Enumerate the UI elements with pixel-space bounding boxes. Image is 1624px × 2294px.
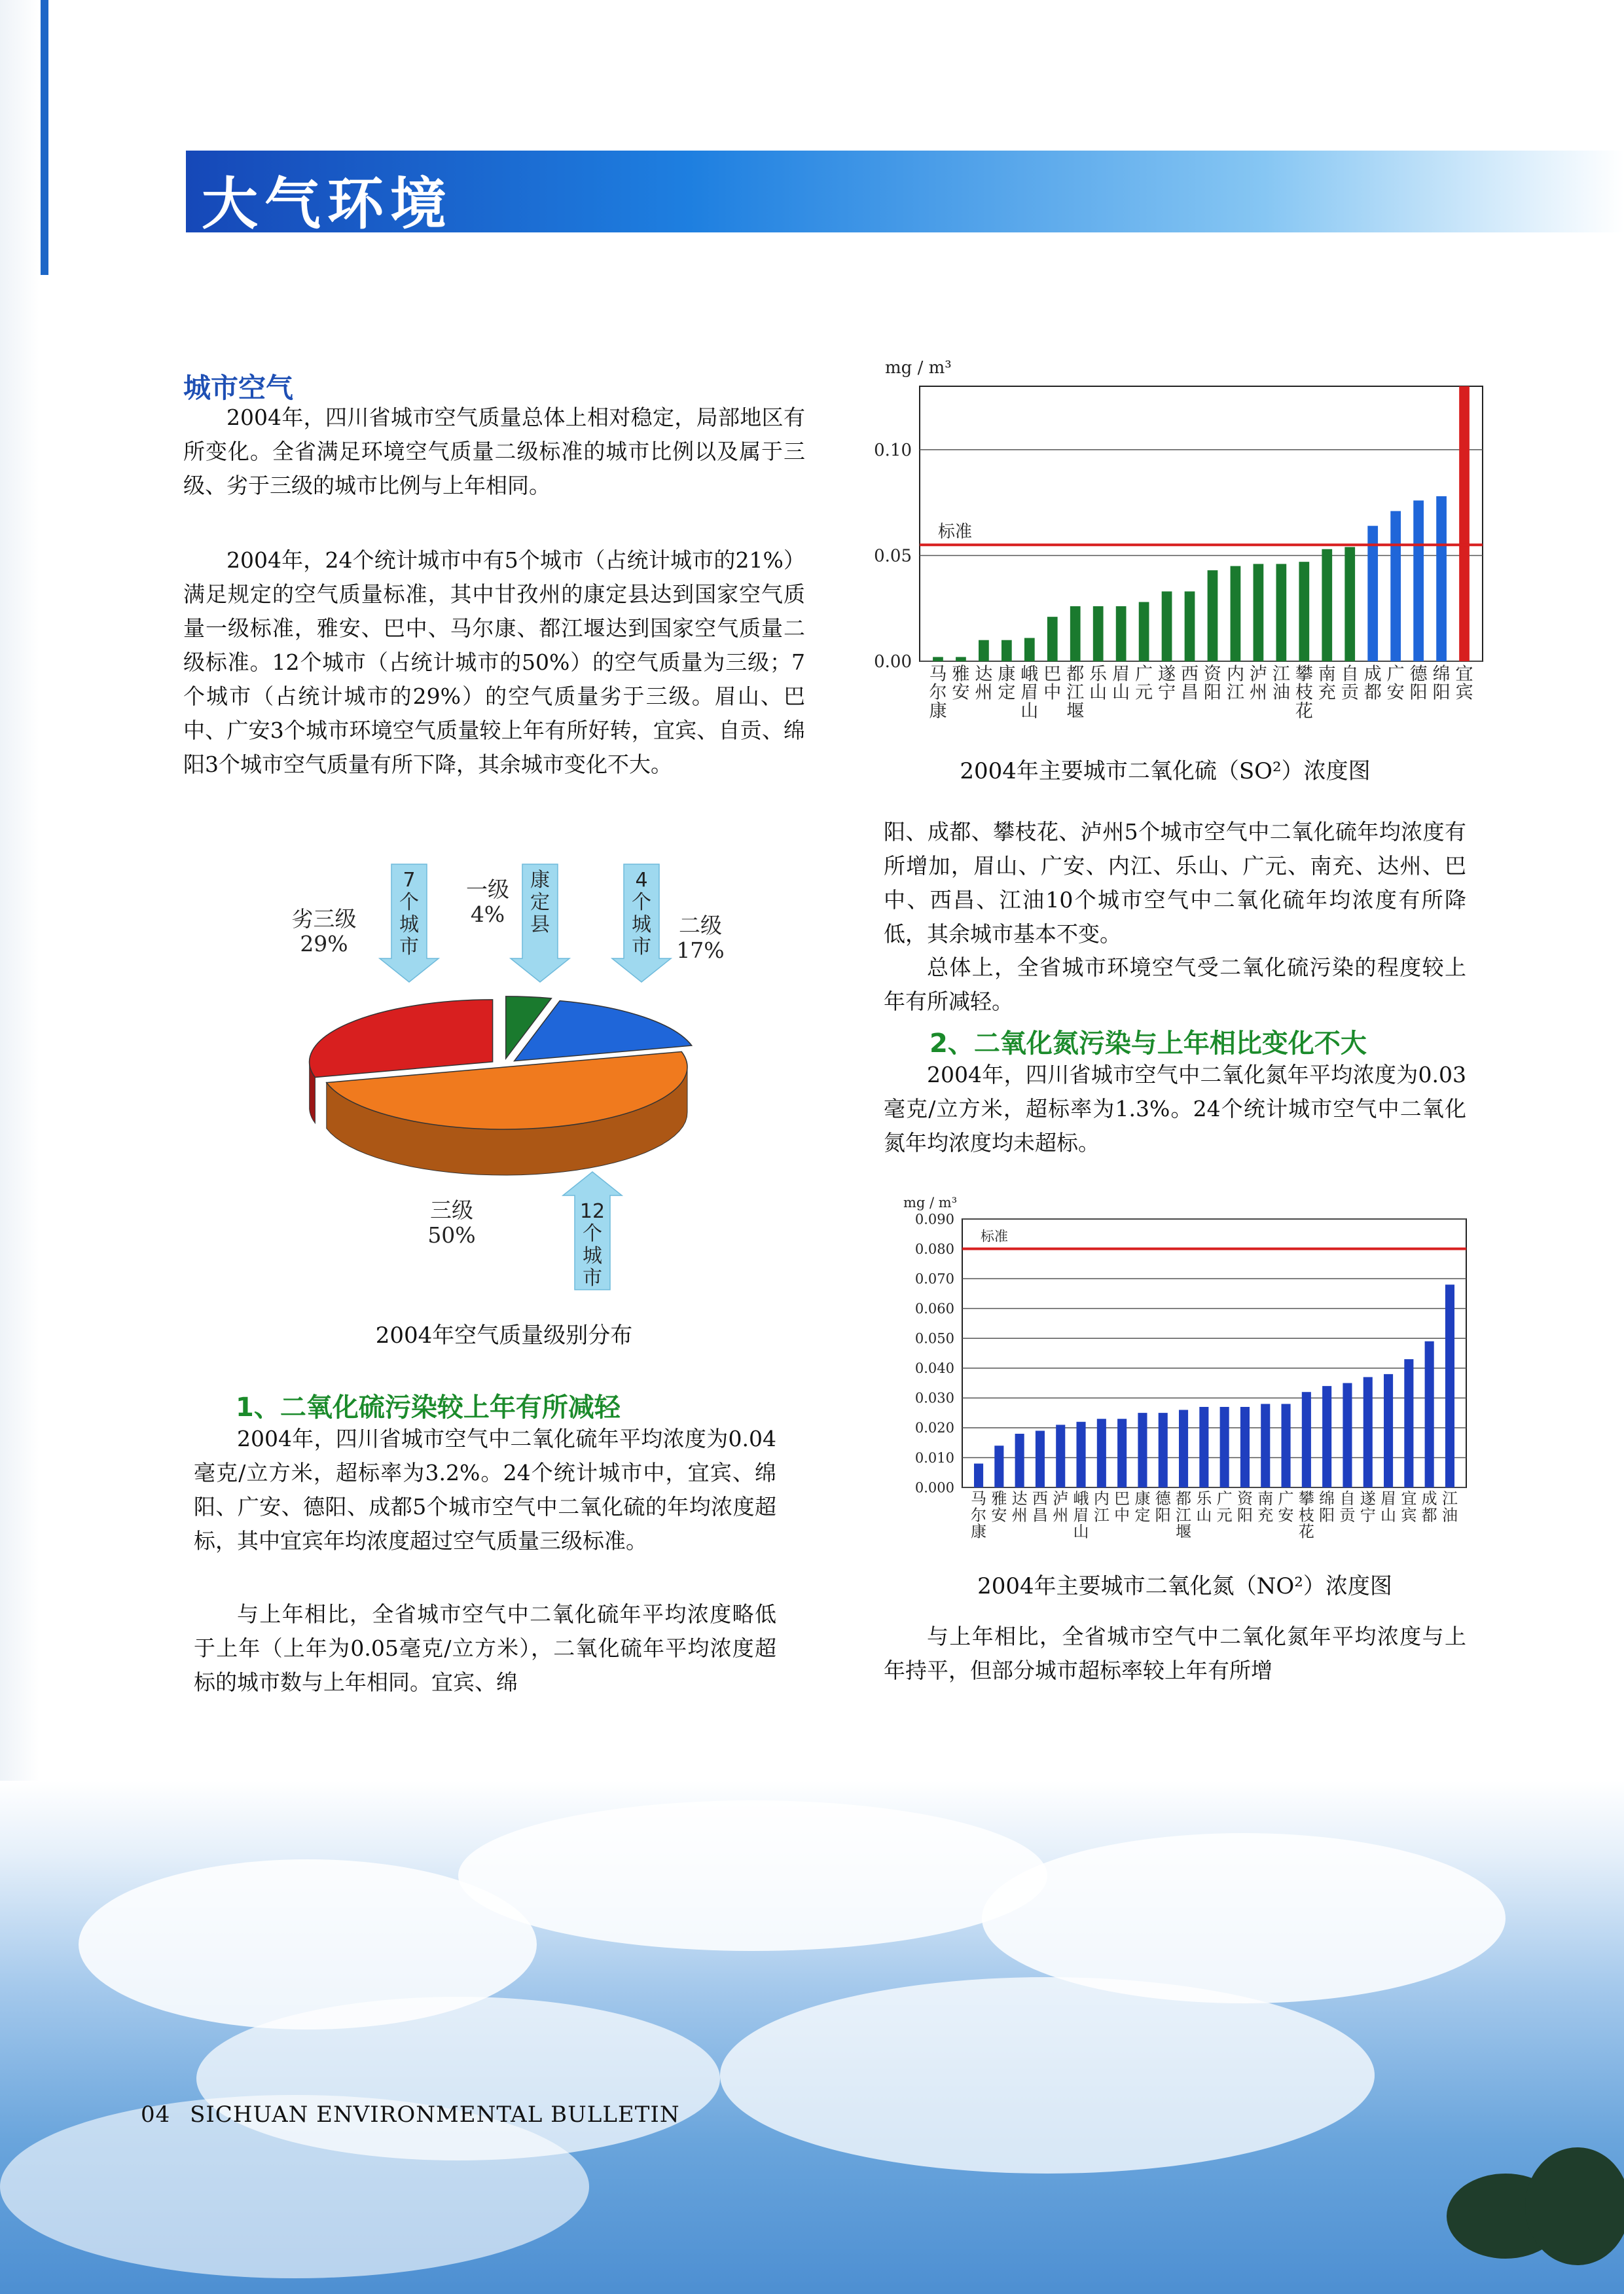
x-category-label: 巴中 <box>1043 664 1062 703</box>
no2-bar-chart <box>890 1192 1479 1558</box>
bar <box>1208 570 1218 661</box>
page-title: 大气环境 <box>202 172 453 237</box>
bar <box>1436 496 1447 661</box>
bar <box>1404 1359 1413 1487</box>
x-category-label: 遂宁 <box>1158 664 1176 703</box>
bar <box>1276 564 1286 661</box>
paragraph-so2-1: 2004年，四川省城市空气中二氧化硫年平均浓度为0.04毫克/立方米，超标率为3.2%。24个统计城市中，宜宾、绵阳、广安、德阳、成都5个城市空气中二氧化硫的年均浓度超标，其中宜宾年均浓度超过空气质量三级标准。 <box>194 1426 776 1554</box>
y-tick-label: 0.040 <box>914 1360 954 1377</box>
bar <box>1036 1430 1045 1487</box>
y-tick-label: 0.010 <box>914 1449 954 1466</box>
x-category-label: 绵阳 <box>1432 664 1451 703</box>
y-tick-label: 0.000 <box>914 1480 954 1496</box>
y-axis-unit: mg / m³ <box>903 1195 958 1211</box>
bar <box>1322 1386 1331 1487</box>
so2-chart-caption: 2004年主要城市二氧化硫（SO²）浓度图 <box>960 758 1371 784</box>
so2-bar-chart <box>851 354 1479 733</box>
x-category-label: 攀枝花 <box>1298 1489 1314 1541</box>
bar <box>1425 1341 1434 1487</box>
y-axis-unit: mg / m³ <box>885 358 952 378</box>
publication-name: SICHUAN ENVIRONMENTAL BULLETIN <box>190 2102 680 2128</box>
bar <box>1299 562 1309 661</box>
bar <box>1093 606 1104 661</box>
x-category-label: 眉山 <box>1112 664 1130 703</box>
bar <box>1077 1422 1086 1487</box>
x-category-label: 泸州 <box>1249 664 1267 703</box>
pie-chart-caption: 2004年空气质量级别分布 <box>375 1322 633 1349</box>
bar <box>1097 1419 1106 1487</box>
bar <box>1138 1413 1147 1487</box>
pie-slice <box>310 1000 493 1078</box>
x-category-label: 遂宁 <box>1360 1489 1376 1525</box>
page-footer <box>141 2102 680 2128</box>
x-category-label: 峨眉山 <box>1073 1489 1089 1541</box>
bar <box>1254 564 1264 661</box>
x-category-label: 江油 <box>1272 664 1290 703</box>
paragraph-so2-summary: 总体上，全省城市环境空气受二氧化硫污染的程度较上年有所减轻。 <box>884 955 1466 1014</box>
bar <box>1024 638 1035 661</box>
pie-slice-label: 一级 4% <box>466 877 509 927</box>
bar <box>1185 591 1195 661</box>
bar <box>1047 617 1058 661</box>
x-category-label: 康定 <box>998 664 1016 703</box>
x-category-label: 乐山 <box>1196 1489 1212 1525</box>
bar <box>1322 549 1332 661</box>
y-tick-label: 0.020 <box>914 1420 954 1436</box>
x-category-label: 广安 <box>1278 1489 1294 1525</box>
pie-slice-label: 三级 50% <box>427 1197 476 1248</box>
annotation-label: 康定县 <box>530 869 550 936</box>
x-category-label: 南充 <box>1257 1489 1274 1525</box>
page-number: 04 <box>141 2102 171 2128</box>
x-category-label: 成都 <box>1421 1489 1437 1525</box>
y-tick-label: 0.05 <box>874 546 912 566</box>
x-category-label: 南充 <box>1318 664 1336 703</box>
bar <box>1199 1407 1208 1487</box>
air-quality-pie-chart <box>249 864 759 1290</box>
y-tick-label: 0.060 <box>914 1301 954 1317</box>
title-banner <box>186 151 1624 237</box>
x-category-label: 雅安 <box>952 664 970 703</box>
bar <box>1139 602 1149 661</box>
y-tick-label: 0.070 <box>914 1271 954 1287</box>
bar <box>1344 547 1355 661</box>
bar <box>1220 1407 1229 1487</box>
x-category-label: 资阳 <box>1203 664 1221 703</box>
pie-slice-label: 劣三级 29% <box>291 906 357 956</box>
x-category-label: 内江 <box>1226 664 1244 703</box>
y-tick-label: 0.10 <box>874 441 912 461</box>
x-category-label: 广元 <box>1216 1489 1233 1525</box>
bar <box>1445 1284 1454 1487</box>
x-category-label: 绵阳 <box>1319 1489 1335 1525</box>
bar <box>994 1446 1003 1487</box>
bar <box>1015 1434 1024 1487</box>
bar <box>1001 640 1012 661</box>
bar <box>1459 386 1470 661</box>
tree-foliage <box>1525 2147 1624 2265</box>
bar <box>1231 566 1241 661</box>
bar <box>1413 500 1424 661</box>
x-category-label: 广安 <box>1386 664 1405 703</box>
paragraph-so2-2: 与上年相比，全省城市空气中二氧化硫年平均浓度略低于上年（上年为0.05毫克/立方米），二氧化硫年平均浓度超标的城市数与上年相同。宜宾、绵 <box>194 1601 776 1695</box>
x-category-label: 达州 <box>975 664 993 703</box>
bar <box>1056 1425 1065 1487</box>
x-category-label: 自贡 <box>1339 1489 1356 1525</box>
x-category-label: 都江堰 <box>1066 664 1085 722</box>
bar <box>1343 1383 1352 1487</box>
annotation-label: 4 个城市 <box>632 869 651 958</box>
x-category-label: 康定 <box>1134 1489 1151 1525</box>
x-category-label: 峨眉山 <box>1020 664 1039 722</box>
pie-slice-label: 二级 17% <box>676 913 725 963</box>
y-tick-label: 0.090 <box>914 1211 954 1228</box>
section-heading-city-air: 城市空气 <box>183 372 294 404</box>
section-heading-no2: 2、二氧化氮污染与上年相比变化不大 <box>929 1029 1367 1059</box>
x-category-label: 乐山 <box>1089 664 1108 703</box>
cloud <box>458 1800 1047 1951</box>
x-category-label: 马尔康 <box>929 664 947 722</box>
section-heading-so2: 1、二氧化硫污染较上年有所减轻 <box>236 1393 621 1423</box>
bar <box>933 657 943 661</box>
x-category-label: 广元 <box>1135 664 1153 703</box>
y-tick-label: 0.030 <box>914 1390 954 1406</box>
x-category-label: 攀枝花 <box>1295 664 1313 722</box>
x-category-label: 马尔康 <box>971 1489 987 1541</box>
paragraph-city-air-1: 2004年，四川省城市空气质量总体上相对稳定，局部地区有所变化。全省满足环境空气质量二级标准的城市比例以及属于三级、劣于三级的城市比例与上年相同。 <box>183 405 805 498</box>
cloud <box>720 1977 1375 2174</box>
paragraph-no2-1: 2004年，四川省城市空气中二氧化氮年平均浓度为0.03毫克/立方米，超标率为1.3%。24个统计城市空气中二氧化氮年均浓度均未超标。 <box>884 1062 1466 1156</box>
bar <box>1117 1419 1127 1487</box>
annotation-label: 12 个城市 <box>579 1200 605 1290</box>
x-category-label: 资阳 <box>1236 1489 1253 1525</box>
x-category-label: 宜宾 <box>1401 1489 1417 1525</box>
x-category-label: 成都 <box>1363 664 1382 703</box>
bar <box>974 1464 983 1487</box>
bar <box>1116 606 1127 661</box>
y-tick-label: 0.00 <box>874 652 912 672</box>
x-category-label: 西昌 <box>1181 664 1199 703</box>
x-category-label: 眉山 <box>1380 1489 1397 1525</box>
annotation-label: 7 个城市 <box>399 869 419 958</box>
bar <box>1282 1404 1291 1487</box>
x-category-label: 自贡 <box>1341 664 1359 703</box>
sky-background <box>0 1781 1624 2294</box>
bar <box>1363 1377 1373 1487</box>
x-category-label: 西昌 <box>1032 1489 1048 1525</box>
bar <box>979 640 989 661</box>
standard-label: 标准 <box>938 522 973 542</box>
x-category-label: 江油 <box>1441 1489 1458 1525</box>
bar <box>1162 591 1172 661</box>
x-category-label: 宜宾 <box>1455 664 1473 703</box>
x-category-label: 雅安 <box>991 1489 1007 1525</box>
x-category-label: 德阳 <box>1409 664 1428 703</box>
page-edge-stripe <box>41 0 48 275</box>
x-category-label: 巴中 <box>1114 1489 1130 1525</box>
x-category-label: 内江 <box>1093 1489 1110 1525</box>
standard-label: 标准 <box>981 1228 1008 1245</box>
paragraph-so2-continued: 阳、成都、攀枝花、泸州5个城市空气中二氧化硫年均浓度有所增加，眉山、广安、内江、乐山、广元、南充、达州、巴中、西昌、江油10个城市空气中二氧化硫年均浓度有所降低，其余城市基本不变。 <box>884 819 1466 947</box>
y-tick-label: 0.050 <box>914 1330 954 1347</box>
y-tick-label: 0.080 <box>914 1241 954 1257</box>
bar <box>1179 1410 1188 1487</box>
x-category-label: 德阳 <box>1155 1489 1171 1525</box>
bar <box>1384 1374 1393 1487</box>
bar <box>1159 1413 1168 1487</box>
bar <box>956 657 966 661</box>
bar <box>1261 1404 1270 1487</box>
bar <box>1302 1392 1311 1487</box>
no2-chart-caption: 2004年主要城市二氧化氮（NO²）浓度图 <box>977 1573 1392 1599</box>
bar <box>1390 511 1401 661</box>
x-category-label: 达州 <box>1011 1489 1028 1525</box>
bar <box>1070 606 1081 661</box>
x-category-label: 都江堰 <box>1176 1489 1192 1541</box>
bar <box>1240 1407 1250 1487</box>
x-category-label: 泸州 <box>1053 1489 1069 1525</box>
paragraph-no2-2: 与上年相比，全省城市空气中二氧化氮年平均浓度与上年持平，但部分城市超标率较上年有所增 <box>884 1624 1466 1683</box>
paragraph-city-air-2: 2004年，24个统计城市中有5个城市（占统计城市的21%）满足规定的空气质量标准，其中甘孜州的康定县达到国家空气质量一级标准，雅安、巴中、马尔康、都江堰达到国家空气质量二级标准。12个城市（占统计城市的50%）的空气质量为三级；7个城市（占统计城市的29%）的空气质量劣于三级。眉山、巴中、广安3个城市环境空气质量较上年有所好转，宜宾、自贡、绵阳3个城市空气质量有所下降，其余城市变化不大。 <box>183 547 805 777</box>
